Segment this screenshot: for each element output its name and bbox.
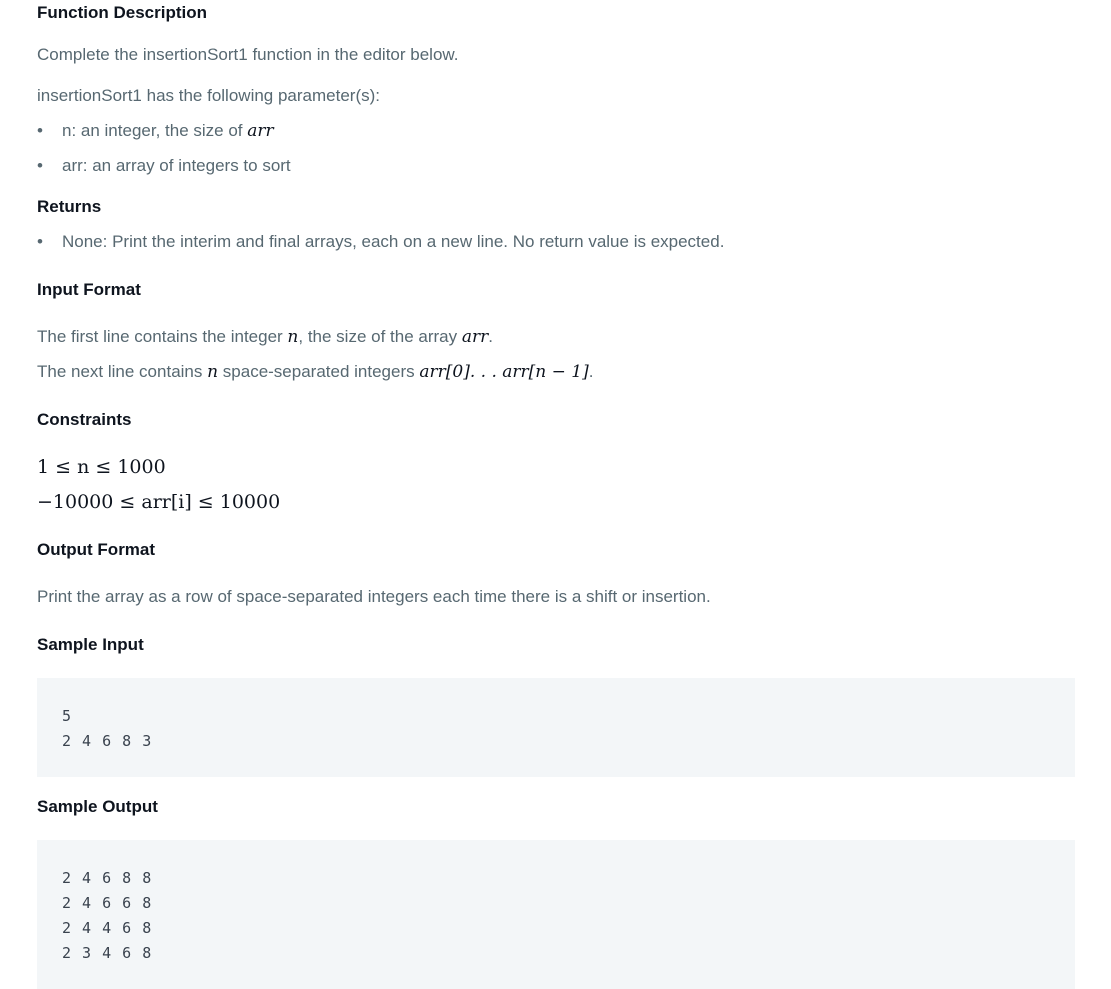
parameter-n-text: n: an integer, the size of	[62, 121, 248, 140]
returns-item-text: None: Print the interim and final arrays, each on a new line. No return value is expected.	[62, 232, 725, 251]
input-format-line-2	[37, 362, 593, 382]
constraint-arr: −10000 ≤ arr[i] ≤ 10000	[37, 491, 281, 513]
input-format-var-arr: arr	[461, 327, 489, 347]
returns-heading: Returns	[37, 197, 102, 216]
output-format-text: Print the array as a row of space-separated integers each time there is a shift or insertion.	[37, 587, 711, 606]
input-format-array-range: arr[0]. . . arr[n − 1]	[419, 362, 589, 382]
input-format-heading: Input Format	[37, 280, 141, 299]
input-format-line-1-prefix: The first line contains the integer	[37, 327, 288, 346]
parameter-n-math: arr	[247, 121, 274, 141]
constraints-heading: Constraints	[37, 410, 132, 429]
input-format-line-2-prefix: The next line contains	[37, 362, 208, 381]
function-description-heading: Function Description	[37, 3, 207, 22]
bullet-icon: •	[37, 232, 43, 251]
sample-output-line: 2 4 4 6 8	[62, 919, 153, 937]
constraint-n: 1 ≤ n ≤ 1000	[37, 456, 166, 478]
function-description-intro: Complete the insertionSort1 function in the editor below.	[37, 45, 459, 64]
sample-input-heading: Sample Input	[37, 635, 144, 654]
sample-output-heading: Sample Output	[37, 797, 158, 816]
input-format-line-2-suffix: .	[588, 362, 594, 381]
sample-output-code-block	[37, 840, 1075, 989]
input-format-line-1-mid: , the size of the array	[298, 327, 462, 346]
input-format-line-1	[37, 327, 493, 347]
returns-item	[37, 232, 724, 252]
parameters-intro: insertionSort1 has the following parameter(s):	[37, 86, 380, 105]
input-format-line-1-suffix: .	[488, 327, 493, 346]
bullet-icon: •	[37, 156, 43, 175]
sample-input-line: 5	[62, 707, 73, 725]
sample-input-code-block	[37, 678, 1075, 777]
parameter-item-arr	[37, 156, 291, 176]
input-format-line-2-mid: space-separated integers	[218, 362, 420, 381]
bullet-icon: •	[37, 121, 43, 140]
sample-output-line: 2 4 6 6 8	[62, 894, 153, 912]
parameter-arr-text: arr: an array of integers to sort	[62, 156, 291, 175]
output-format-heading: Output Format	[37, 540, 156, 559]
input-format-var-n: n	[287, 327, 299, 347]
sample-input-line: 2 4 6 8 3	[62, 732, 153, 750]
sample-output-line: 2 4 6 8 8	[62, 869, 153, 887]
input-format-var-n-2: n	[207, 362, 219, 382]
sample-output-line: 2 3 4 6 8	[62, 944, 153, 962]
parameter-item-n	[37, 121, 274, 141]
